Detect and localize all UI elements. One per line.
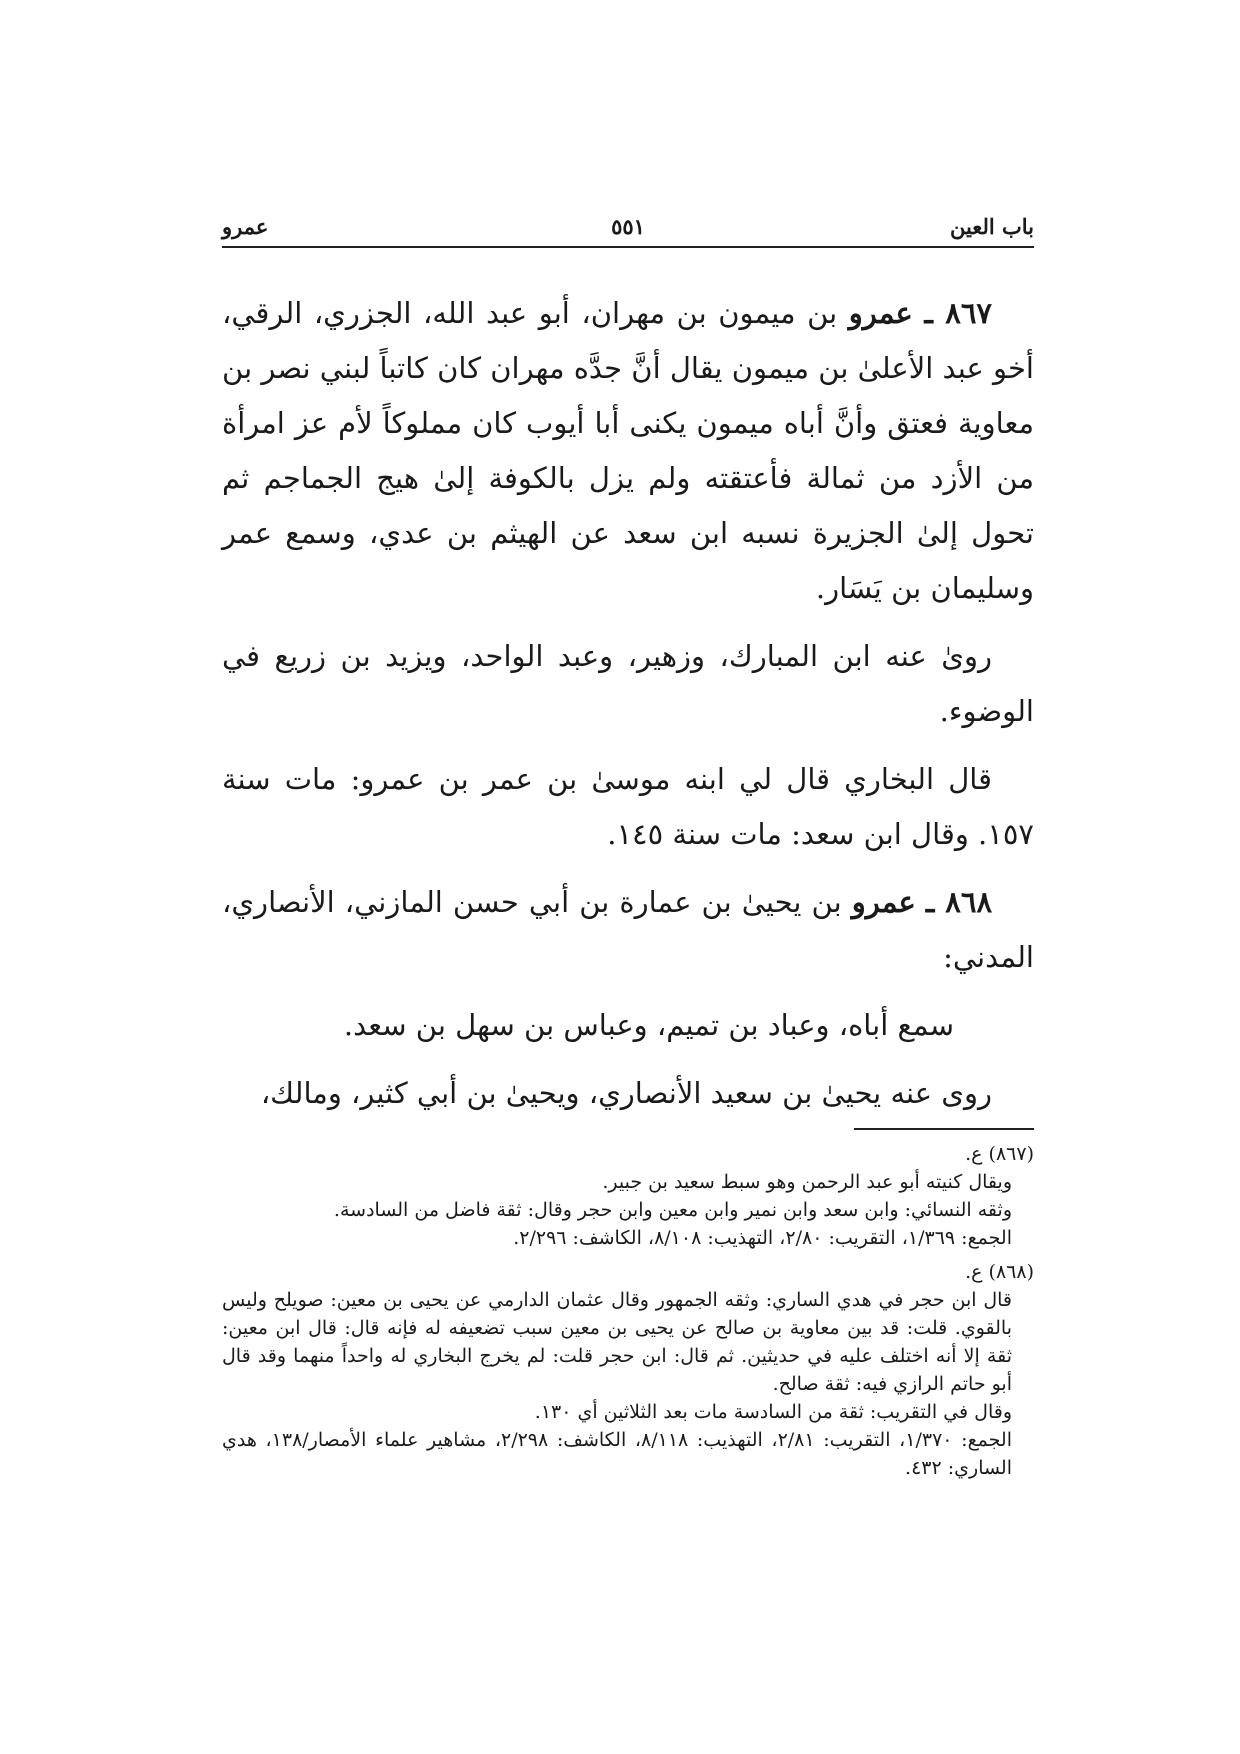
entry-867-narrators: روىٰ عنه ابن المبارك، وزهير، وعبد الواحد، ويزيد بن زريع في الوضوء.: [222, 639, 1034, 728]
entry-name: عمرو: [851, 885, 916, 919]
section-title: عمرو: [222, 214, 269, 239]
entry-number: ٨٦٧ ـ: [924, 296, 992, 330]
footnote-line: الجمع: ١/٣٧٠، التقريب: ٢/٨١، التهذيب: ٨/١١٨، الكاشف: ٢/٢٩٨، مشاهير علماء الأمصار/١٣٨، هدي الساري: ٤٣٢.: [222, 1429, 1012, 1479]
footnote-line: الجمع: ١/٣٦٩، التقريب: ٢/٨٠، التهذيب: ٨/١٠٨، الكاشف: ٢/٢٩٦.: [513, 1227, 1012, 1249]
footnote-868: [222, 1258, 1034, 1482]
entry-name: عمرو: [848, 296, 913, 330]
footnote-867: [222, 1140, 1034, 1252]
footnote-separator: [854, 1128, 1034, 1130]
entry-number: ٨٦٨ ـ: [925, 885, 993, 919]
entry-867-death: قال البخاري قال لي ابنه موسىٰ بن عمر بن عمرو: مات سنة ١٥٧. وقال ابن سعد: مات سنة ١٤٥.: [222, 762, 1034, 851]
main-text: [222, 286, 1034, 1134]
entry-868-teachers: سمع أباه، وعباد بن تميم، وعباس بن سهل بن سعد.: [343, 1008, 954, 1042]
entry-text: بن ميمون بن مهران، أبو عبد الله، الجزري، الرقي، أخو عبد الأعلىٰ بن ميمون يقال أنَّ جدَّه مهران كان كاتباً لبني نصر بن معاوية فعتق وأنَّ أباه ميمون يكنى أبا أيوب كان مملوكاً لأم عز امرأة من الأزد من ثمالة فأعتقته ولم يزل بالكوفة إلىٰ هيج الجماجم ثم تحول إلىٰ الجزيرة نسبه ابن سعد عن الهيثم بن عدي، وسمع عمر وسليمان بن يَسَار.: [222, 296, 1034, 605]
entry-868-biography: [222, 875, 1034, 985]
page-number: ٥٥١: [611, 214, 645, 239]
footnote-line: وقال في التقريب: ثقة من السادسة مات بعد الثلاثين أي ١٣٠.: [534, 1401, 1012, 1423]
footnotes: [222, 1140, 1034, 1488]
running-header: [222, 212, 1034, 248]
footnote-label: (٨٦٨) ع.: [965, 1261, 1034, 1283]
footnote-line: قال ابن حجر في هدي الساري: وثقه الجمهور وقال عثمان الدارمي عن يحيى بن معين: صويلح وليس بالقوي. قلت: قد بين معاوية بن صالح عن يحيى بن معين سبب تضعيفه له فإنه قال: قال ابن معين: ثقة إلا أنه اختلف عليه في حديثين. ثم قال: ابن حجر قلت: لم يخرج البخاري له واحداً منهما وقد قال أبو حاتم الرازي فيه: ثقة صالح.: [222, 1289, 1012, 1395]
footnote-line: ويقال كنيته أبو عبد الرحمن وهو سبط سعيد بن جبير.: [602, 1171, 1012, 1193]
footnote-label: (٨٦٧) ع.: [965, 1143, 1034, 1165]
entry-text: بن يحيىٰ بن عمارة بن أبي حسن المازني، الأنصاري، المدني:: [222, 885, 1034, 974]
entry-867-biography: [222, 286, 1034, 616]
chapter-title: باب العين: [949, 214, 1034, 239]
entry-868-narrators: روى عنه يحيىٰ بن سعيد الأنصاري، ويحيىٰ بن أبي كثير، ومالك،: [260, 1076, 992, 1110]
footnote-line: وثقه النسائي: وابن سعد وابن نمير وابن معين وابن حجر وقال: ثقة فاضل من السادسة.: [333, 1199, 1012, 1221]
